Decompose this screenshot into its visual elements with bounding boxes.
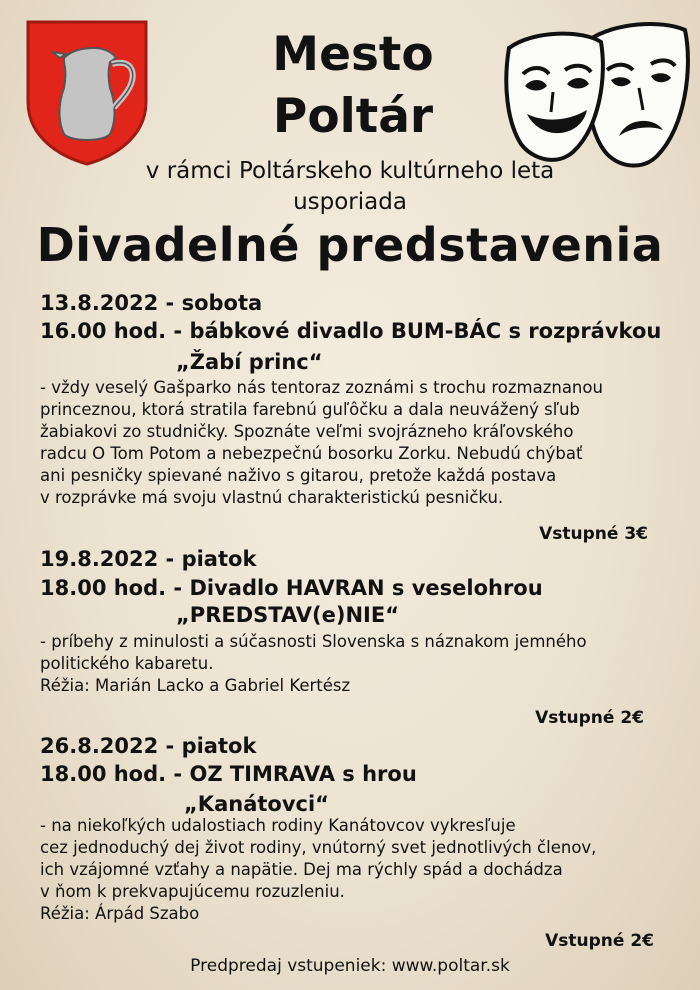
event-description — [40, 631, 680, 697]
description-line: Réžia: Marián Lacko a Gabriel Kertész — [40, 676, 351, 695]
description-line: ani pesničky spievané naživo s gitarou, pretože každá postava — [40, 466, 557, 485]
description-line: žabiakovi zo studničky. Spoznáte veľmi svojrázneho kráľovského — [40, 422, 574, 441]
event-description — [40, 815, 680, 925]
subtitle-line2: usporiada — [293, 189, 407, 215]
description-line: - na niekoľkých udalostiach rodiny Kanátovcov vykresľuje — [40, 816, 516, 835]
presale-footer: Predpredaj vstupeniek: www.poltar.sk — [190, 956, 510, 976]
description-line: - vždy veselý Gašparko nás tentoraz zoznámi s trochu rozmaznanou — [40, 378, 603, 397]
event-price: Vstupné 2€ — [545, 931, 654, 951]
description-line: ich vzájomné vzťahy a napätie. Dej ma rýchly spád a dochádza — [40, 860, 563, 879]
event-price: Vstupné 2€ — [535, 708, 644, 728]
theatre-masks-icon — [503, 18, 691, 178]
description-line: cez jednoduchý dej život rodiny, vnútorný svet jednotlivých členov, — [40, 838, 597, 857]
event-price: Vstupné 3€ — [539, 524, 648, 544]
description-line: - príbehy z minulosti a súčasnosti Slovenska s náznakom jemného — [40, 632, 587, 651]
event-date: 19.8.2022 - piatok — [40, 547, 257, 571]
event-description — [40, 377, 680, 509]
event-time-line: 16.00 hod. - bábkové divadlo BUM-BÁC s rozprávkou — [40, 319, 662, 343]
event-title: „PREDSTAV(e)NIE“ — [176, 603, 400, 627]
description-line: v ňom k prekvapujúcemu rozuzleniu. — [40, 882, 345, 901]
event-date: 13.8.2022 - sobota — [40, 291, 263, 315]
description-line: radcu O Tom Potom a nebezpečnú bosorku Zorku. Nebudú chýbať — [40, 444, 583, 463]
town-name-line1: Mesto — [272, 27, 434, 82]
page-title: Divadelné predstavenia — [36, 218, 664, 272]
description-line: politického kabaretu. — [40, 654, 214, 673]
description-line: princeznou, ktorá stratila farebnú guľôčku a dala neuvážený sľub — [40, 400, 580, 419]
description-line: v rozprávke má svoju vlastnú charakteristickú pesničku. — [40, 488, 504, 507]
event-time-line: 18.00 hod. - OZ TIMRAVA s hrou — [40, 762, 417, 786]
event-date: 26.8.2022 - piatok — [40, 734, 257, 758]
event-title: „Kanátovci“ — [184, 792, 329, 816]
description-line: Réžia: Árpád Szabo — [40, 904, 200, 923]
event-title: „Žabí princ“ — [176, 350, 323, 374]
event-time-line: 18.00 hod. - Divadlo HAVRAN s veselohrou — [40, 576, 543, 600]
town-name-line2: Poltár — [272, 89, 434, 144]
subtitle-line1: v rámci Poltárskeho kultúrneho leta — [145, 158, 555, 184]
jug-coat-of-arms-icon — [24, 18, 150, 166]
